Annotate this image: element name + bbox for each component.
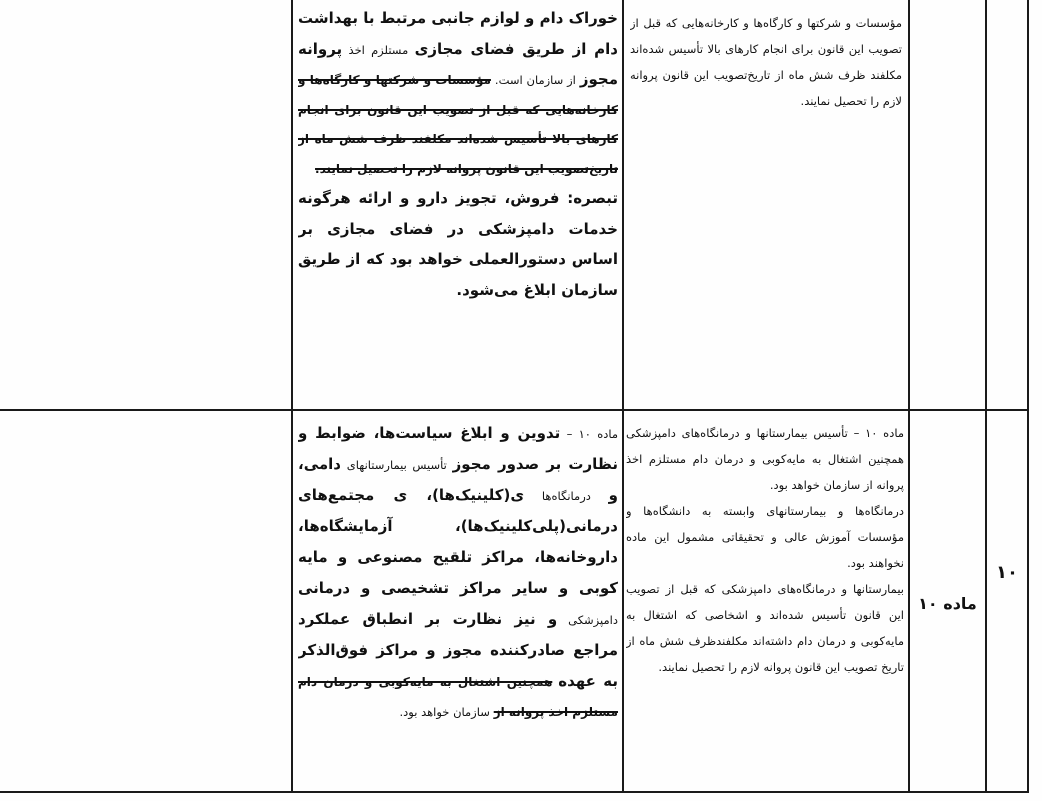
amend-bold-text: و نیز نظارت بر انطباق عملکرد مراجع صادرکننده مجوز و مراکز فوق‌الذکر به عهده bbox=[298, 610, 618, 690]
row1-original-text bbox=[630, 10, 902, 405]
amend-normal-text: ماده ۱۰ – bbox=[566, 427, 618, 441]
original-paragraph: ماده ۱۰ – تأسیس بیمارستانها و درمانگاه‌های دامپزشکی همچنین اشتغال به مایه‌کوبی و درمان دام مستلزم اخذ پروانه از سازمان خواهد بود. bbox=[626, 426, 904, 492]
table-border bbox=[0, 409, 1029, 411]
amend-normal-text: مستلزم اخذ bbox=[348, 42, 409, 57]
table-border bbox=[908, 0, 910, 793]
amend-bold-text: تدوین و ابلاغ سیاست‌ها، ضوابط و نظارت بر صدور مجوز bbox=[298, 424, 618, 473]
table-border bbox=[0, 791, 1029, 793]
amend-normal-text: درمانگاه‌ها bbox=[541, 489, 591, 503]
table-border bbox=[291, 0, 293, 793]
row-number: ۱۰ bbox=[996, 562, 1018, 583]
amend-bold-text: دامی، و bbox=[298, 455, 618, 504]
table-border bbox=[985, 0, 987, 793]
row1-original-paragraph: مؤسسات و شرکتها و کارگاه‌ها و کارخانه‌هایی که قبل از تصویب این قانون برای انجام کارهای بالا تأسیس شده‌اند مکلفند ظرف شش ماه از تاریخ‌تصویب این قانون پروانه لازم را تحصیل نمایند. bbox=[630, 16, 902, 108]
amend-normal-text: تأسیس بیمارستانهای bbox=[346, 458, 447, 472]
row1-amended-text bbox=[298, 4, 618, 408]
amend-normal-text: از سازمان است. bbox=[494, 73, 576, 87]
amend-normal-text: دامپزشکی bbox=[568, 613, 618, 627]
amend-bold-text: پروانه مجوز bbox=[298, 39, 618, 88]
article-label: ماده ۱۰ bbox=[918, 594, 977, 613]
row2-original-text bbox=[626, 420, 904, 790]
amend-normal-text: سازمان خواهد بود. bbox=[399, 705, 490, 719]
amend-bold-text: خوراک دام و لوازم جانبی مرتبط با بهداشت دام از طریق فضای مجازی bbox=[298, 9, 618, 58]
original-paragraph: بیمارستانها و درمانگاه‌های دامپزشکی که قبل از تصویب این قانون تأسیس شده‌اند و اشخاصی که اشتغال به مایه‌کوبی و درمان دام داشته‌اند مکلفندظرف شش ماه از تاریخ تصویب این قانون پروانه لازم را تحصیل نمایند. bbox=[626, 582, 904, 674]
table-border bbox=[622, 0, 624, 793]
row2-amended-text bbox=[298, 418, 618, 790]
amend-bold-text: ی(کلینیک‌ها)، ی مجتمع‌های درمانی(پلی‌کلینیک‌ها)، آزمایشگاه‌ها، داروخانه‌ها، مراکز تلقیح مصنوعی و مایه کوبی و سایر مراکز تشخیصی و درمانی bbox=[298, 486, 618, 597]
amend-note-text: تبصره: فروش، تجویز دارو و ارائه هرگونه خدمات دامپزشکی در فضای مجازی بر اساس دستورالعملی خواهد بود که از طریق سازمان ابلاغ می‌شود. bbox=[298, 189, 618, 299]
original-paragraph: درمانگاه‌ها و بیمارستانهای وابسته به دانشگاه‌ها و مؤسسات آموزش عالی و تحقیقاتی مشمول این ماده نخواهند بود. bbox=[626, 504, 904, 570]
amend-struck-text: مؤسسات و شرکتها و کارگاه‌ها و کارخانه‌هایی که قبل از تصویب این قانون برای انجام کارهای بالا تأسیس شده‌اند مکلفند ظرف شش ماه از تاریخ‌تصویب این قانون پروانه لازم را تحصیل نمایند. bbox=[298, 73, 618, 176]
amend-struck-text: همچنین اشتغال به مایه‌کوبی و درمان دام مستلزم اخذ پروانه از bbox=[298, 675, 618, 719]
table-border bbox=[1027, 0, 1029, 793]
